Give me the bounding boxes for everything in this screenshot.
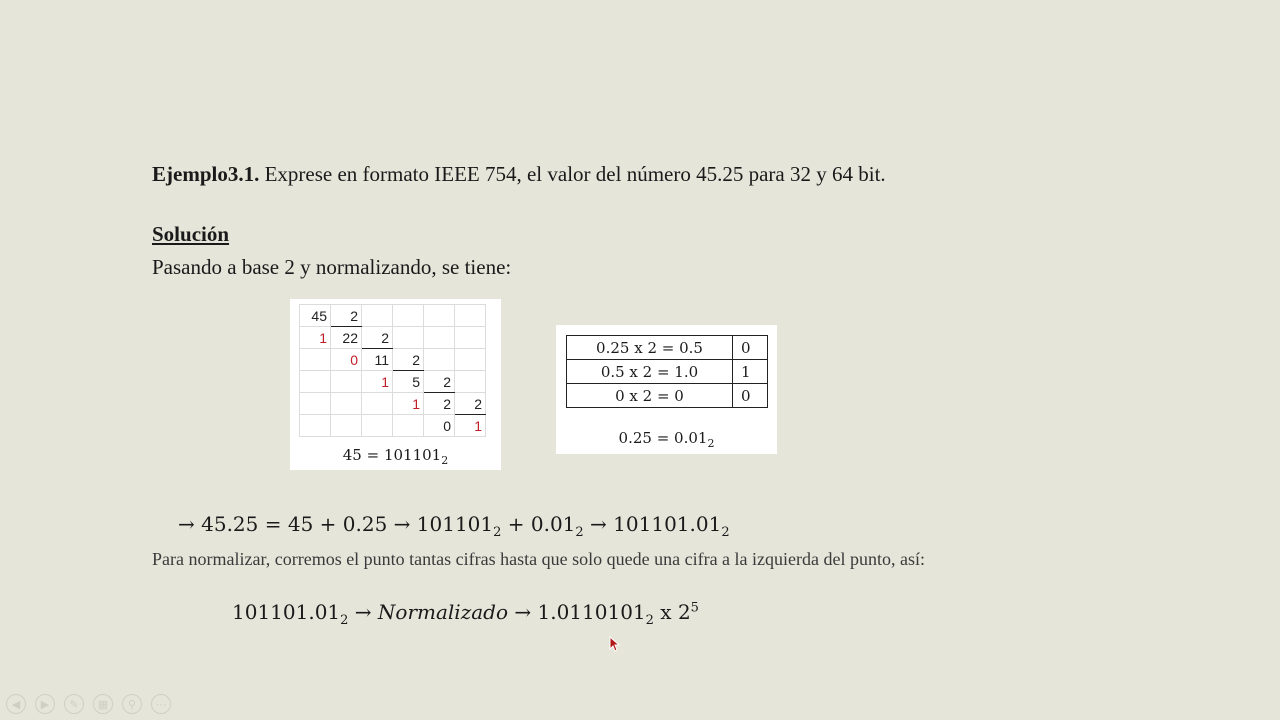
eq2-base: 2 bbox=[677, 600, 691, 624]
division-cell: 2 bbox=[424, 371, 455, 393]
solution-heading: Solución bbox=[152, 222, 230, 246]
fraction-expr: 0.5 x 2 = 1.0 bbox=[567, 360, 733, 384]
fraction-expr: 0 x 2 = 0 bbox=[567, 384, 733, 408]
division-cell bbox=[300, 371, 331, 393]
next-icon[interactable]: ▶ bbox=[35, 694, 55, 714]
division-result bbox=[290, 446, 501, 467]
division-cell bbox=[331, 393, 362, 415]
division-cell: 1 bbox=[455, 415, 486, 437]
eq2-part1: 101101.01 bbox=[232, 600, 341, 624]
division-cell: 0 bbox=[331, 349, 362, 371]
eq1-part2: + 0.01 bbox=[501, 512, 576, 536]
division-cell bbox=[393, 327, 424, 349]
eq1-sub2: 2 bbox=[575, 525, 584, 540]
example-title: Ejemplo3.1. bbox=[152, 162, 260, 186]
division-cell bbox=[455, 349, 486, 371]
slides-icon[interactable]: ▦ bbox=[93, 694, 113, 714]
division-cell: 1 bbox=[300, 327, 331, 349]
division-cell bbox=[300, 415, 331, 437]
eq1-sub3: 2 bbox=[721, 525, 730, 540]
cursor-icon bbox=[609, 636, 621, 654]
division-cell bbox=[300, 349, 331, 371]
slideshow-toolbar bbox=[6, 694, 171, 714]
division-cell bbox=[331, 415, 362, 437]
eq2-arrow2: → 1.0110101 bbox=[508, 600, 646, 624]
normalize-text: Para normalizar, corremos el punto tantas cifras hasta que solo quede una cifra a la izquierda del punto, así: bbox=[152, 549, 925, 569]
fraction-bit: 0 bbox=[733, 336, 768, 360]
eq2-sub1: 2 bbox=[340, 613, 349, 628]
division-cell bbox=[455, 327, 486, 349]
division-figure bbox=[290, 299, 501, 470]
eq2-exp: 5 bbox=[690, 600, 699, 616]
eq2-arrow1: → bbox=[348, 600, 378, 624]
eq1-sub1: 2 bbox=[493, 525, 502, 540]
division-cell bbox=[424, 305, 455, 327]
division-table bbox=[299, 304, 486, 437]
division-cell bbox=[393, 415, 424, 437]
pen-icon[interactable]: ✎ bbox=[64, 694, 84, 714]
division-result-base: 45 = 101101 bbox=[342, 446, 442, 464]
division-cell: 22 bbox=[331, 327, 362, 349]
eq2-times: x bbox=[653, 600, 678, 624]
fraction-result-base: 0.25 = 0.01 bbox=[618, 429, 708, 447]
eq2-sub2: 2 bbox=[645, 613, 654, 628]
prev-icon[interactable]: ◀ bbox=[6, 694, 26, 714]
division-cell: 1 bbox=[393, 393, 424, 415]
eq1-part1: → 45.25 = 45 + 0.25 → 101101 bbox=[178, 512, 494, 536]
division-cell: 11 bbox=[362, 349, 393, 371]
eq2-word: Normalizado bbox=[377, 600, 509, 624]
eq1-part3: → 101101.01 bbox=[583, 512, 722, 536]
division-cell bbox=[393, 305, 424, 327]
division-cell bbox=[331, 371, 362, 393]
more-icon[interactable]: ⋯ bbox=[151, 694, 171, 714]
conversion-equation bbox=[178, 512, 730, 540]
division-cell bbox=[362, 393, 393, 415]
fraction-bit: 1 bbox=[733, 360, 768, 384]
division-cell bbox=[362, 415, 393, 437]
example-statement bbox=[152, 160, 982, 189]
division-cell: 2 bbox=[393, 349, 424, 371]
division-cell bbox=[362, 305, 393, 327]
division-cell: 45 bbox=[300, 305, 331, 327]
fraction-bit: 0 bbox=[733, 384, 768, 408]
division-cell: 2 bbox=[455, 393, 486, 415]
division-cell bbox=[424, 327, 455, 349]
division-cell: 2 bbox=[424, 393, 455, 415]
division-cell: 2 bbox=[362, 327, 393, 349]
fraction-figure bbox=[556, 325, 777, 454]
division-cell: 0 bbox=[424, 415, 455, 437]
zoom-icon[interactable]: ⚲ bbox=[122, 694, 142, 714]
intro-text: Pasando a base 2 y normalizando, se tiene: bbox=[152, 255, 512, 279]
example-text: Exprese en formato IEEE 754, el valor del número 45.25 para 32 y 64 bit. bbox=[264, 162, 886, 186]
division-result-sub: 2 bbox=[441, 454, 449, 467]
fraction-table bbox=[566, 335, 768, 408]
division-cell bbox=[300, 393, 331, 415]
division-cell bbox=[455, 371, 486, 393]
normalization-equation bbox=[232, 600, 699, 628]
division-cell: 1 bbox=[362, 371, 393, 393]
division-cell: 2 bbox=[331, 305, 362, 327]
fraction-result-sub: 2 bbox=[707, 437, 715, 450]
fraction-expr: 0.25 x 2 = 0.5 bbox=[567, 336, 733, 360]
division-cell: 5 bbox=[393, 371, 424, 393]
division-cell bbox=[455, 305, 486, 327]
division-cell bbox=[424, 349, 455, 371]
fraction-result bbox=[556, 429, 777, 450]
